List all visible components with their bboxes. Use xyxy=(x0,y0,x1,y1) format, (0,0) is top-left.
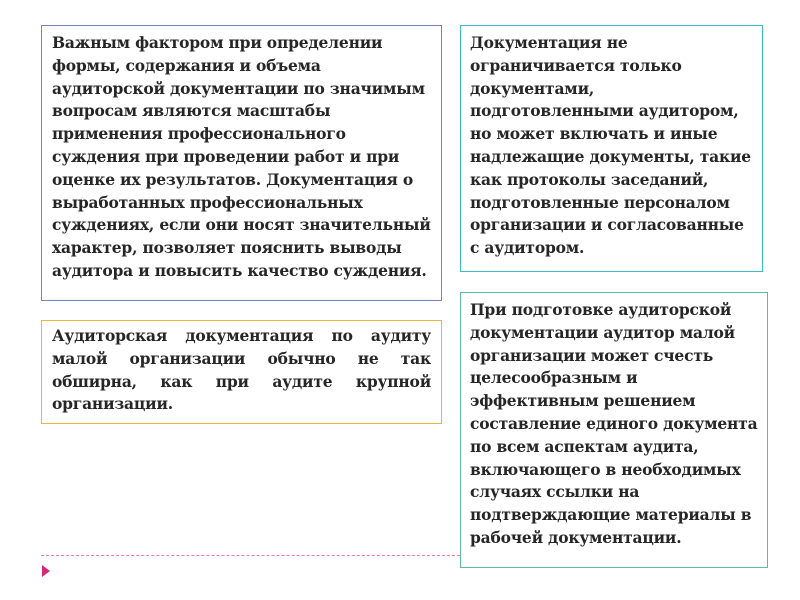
text-line: малой организации обычно не так xyxy=(52,348,431,368)
text-box-small-organization xyxy=(41,320,442,424)
text-line: Документация не xyxy=(470,33,628,52)
text-line: При подготовке аудиторской xyxy=(470,300,732,319)
text-line: оценке их результатов. Документация о xyxy=(52,169,413,189)
text-line: подготовленные персоналом xyxy=(470,192,730,212)
text-line: подтверждающие материалы в xyxy=(470,505,752,525)
text-line: вопросам являются масштабы xyxy=(52,101,331,121)
dashed-divider xyxy=(41,555,460,556)
text-line: обширна, как при аудите крупной xyxy=(52,371,431,391)
text-line: аудитора и повысить качество суждения. xyxy=(52,260,427,280)
text-line: Аудиторская документация по аудиту xyxy=(52,326,431,345)
text-line: формы, содержания и объема xyxy=(52,55,321,75)
text-line: суждения при проведении работ и при xyxy=(52,146,400,166)
text-line: выработанных профессиональных xyxy=(52,192,363,212)
text-line: включающего в необходимых xyxy=(470,459,741,479)
text-line: организации может счесть xyxy=(470,345,714,365)
text-line: по всем аспектам аудита, xyxy=(470,436,699,456)
text-line: случаях ссылки на xyxy=(470,482,640,502)
text-line: подготовленными аудитором, xyxy=(470,101,739,121)
text-box-materiality-judgement xyxy=(41,25,442,301)
text-line: суждениях, если они носят значительный xyxy=(52,215,431,235)
text-line: Важным фактором при определении xyxy=(52,33,383,52)
text-line: с аудитором. xyxy=(470,238,585,258)
text-line: целесообразным и xyxy=(470,368,638,388)
text-line: документами, xyxy=(470,78,595,98)
text-line: как протоколы заседаний, xyxy=(470,169,709,189)
text-line: документации аудитор малой xyxy=(470,322,735,342)
text-line: эффективным решением xyxy=(470,391,696,411)
play-arrow-icon[interactable] xyxy=(42,565,50,577)
text-line: применения профессионального xyxy=(52,124,346,144)
text-box-single-document xyxy=(460,292,768,568)
text-line: аудиторской документации по значимым xyxy=(52,78,425,98)
text-box-documentation-scope xyxy=(460,25,763,272)
text-line: организации и согласованные xyxy=(470,215,744,235)
text-line: ограничивается только xyxy=(470,55,682,75)
text-line: надлежащие документы, такие xyxy=(470,146,751,166)
text-line: но может включать и иные xyxy=(470,124,718,144)
text-line: организации. xyxy=(52,394,173,414)
text-line: характер, позволяет пояснить выводы xyxy=(52,238,402,258)
text-line: рабочей документации. xyxy=(470,527,682,547)
text-line: составление единого документа xyxy=(470,413,758,433)
